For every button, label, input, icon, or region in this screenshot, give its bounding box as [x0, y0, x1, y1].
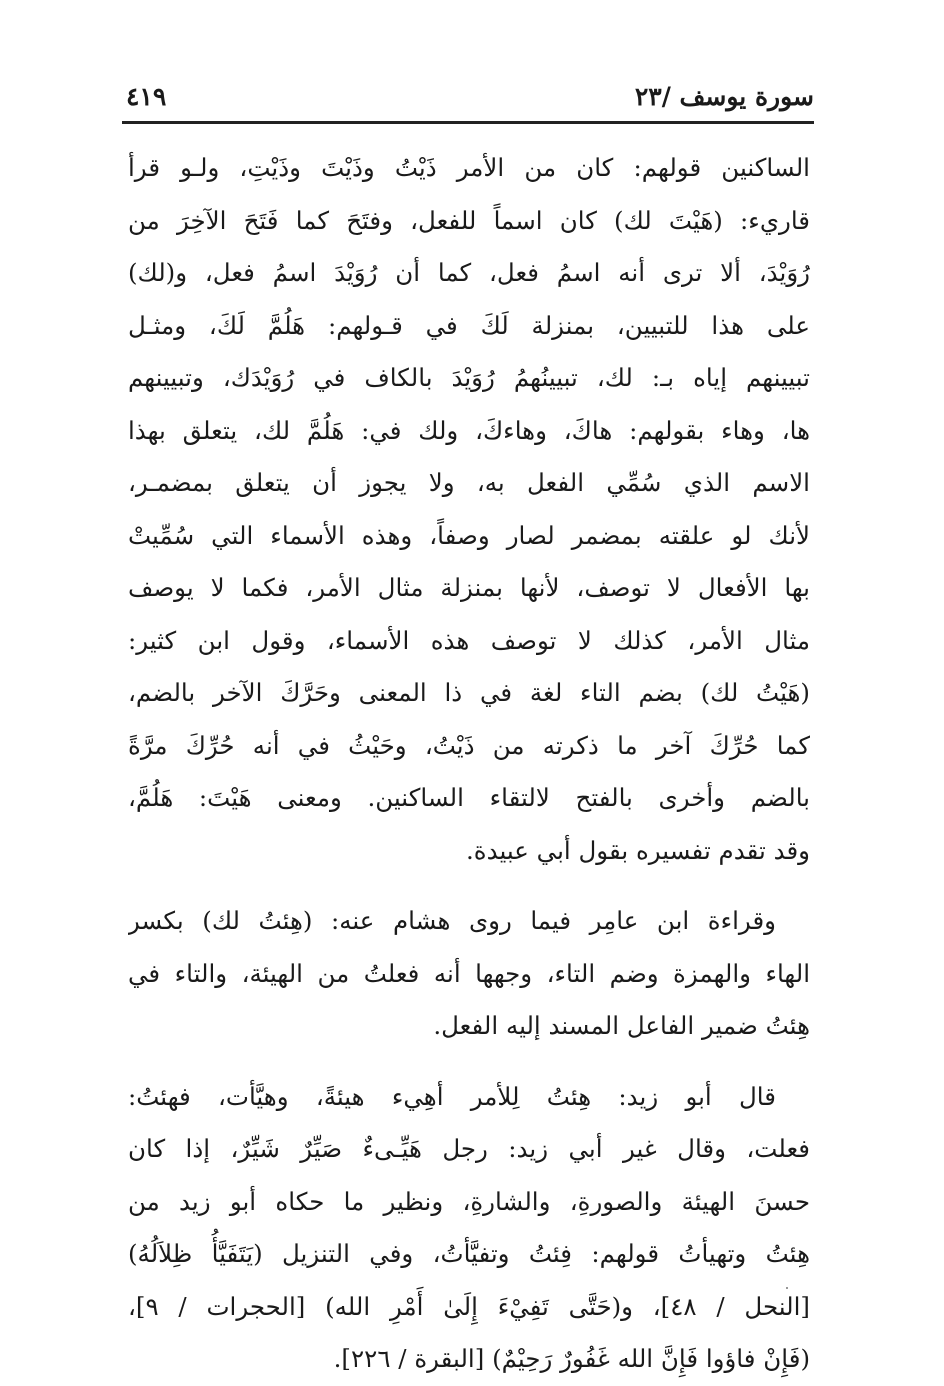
text-line: على هذا للتبيين، بمنزلة لَكَ في قـولهم: هَلُمَّ لَكَ، ومثـل	[128, 310, 810, 340]
text-line: ها، وهاء بقولهم: هاكَ، وهاءكَ، ولك في: هَلُمَّ لك، يتعلق بهذا	[128, 415, 810, 445]
paragraph-1	[128, 142, 810, 877]
running-title: سورة يوسف /٢٣	[634, 82, 814, 111]
text-line: هِئتُ وتهيأتُ قولهم: فِئتُ وتفيَّأتُ، وفي التنزيل (يَتَفَيَّأُ ظِلاَلُهُ)	[128, 1239, 810, 1268]
text-line: كما حُرِّكَ آخر ما ذكرته من ذَيْتُ، وحَيْثُ في أنه حُرِّكَ مرَّةً	[128, 730, 810, 760]
text-line: وقراءة ابن عامِر فيما روى هشام عنه: (هِئتُ لك) بكسر	[128, 906, 776, 935]
body-text	[128, 142, 810, 1386]
page-number: ٤١٩	[126, 82, 167, 111]
text-line: الساكنين قولهم: كان من الأمر ذَيْتُ وذَيْتَ وذَيْتِ، ولـو قرأ	[128, 153, 810, 182]
paragraph-2	[128, 895, 810, 1053]
print-speck	[786, 1287, 788, 1289]
paragraph-3	[128, 1071, 810, 1386]
text-line: الهاء والهمزة وضم التاء، وجهها أنه فعلتُ من الهيئة، والتاء في	[128, 958, 810, 988]
text-line: مثال الأمر، كذلك لا توصف هذه الأسماء، وقول ابن كثير:	[128, 625, 810, 655]
text-line: تبيينهم إياه بـ: لك، تبيينُهمُ رُوَيْدَ بالكاف في رُوَيْدَك، وتبيينهم	[128, 363, 810, 392]
text-line: وقد تقدم تفسيره بقول أبي عبيدة.	[465, 835, 810, 865]
text-line: رُوَيْدَ، ألا ترى أنه اسمُ فعل، كما أن رُوَيْدَ اسمُ فعل، و(لك)	[128, 258, 810, 287]
text-line: بها الأفعال لا توصف، لأنها بمنزلة مثال الأمر، فكما لا يوصف	[128, 573, 810, 602]
text-line: قال أبو زيد: هِئتُ لِلأمر أهِيء هيئةً، وهيَّأت، فهئتُ:	[128, 1081, 776, 1111]
text-line: الاسم الذي سُمِّي الفعل به، ولا يجوز أن يتعلق بمضمـر،	[128, 468, 810, 497]
text-line: [النحل / ٤٨]، و(حَتَّى تَفِيْءَ إِلَىٰ أَمْرِ الله) [الحجرات / ٩]،	[128, 1291, 810, 1321]
text-line: لأنك لو علقته بمضمر لصار وصفاً، وهذه الأسماء التي سُمِّيتْ	[128, 520, 810, 550]
text-line: (هَيْتُ لك) بضم التاء لغة في ذا المعنى وحَرَّكَ الآخر بالضم،	[128, 678, 810, 707]
text-line: فعلت، وقال غير أبي زيد: رجل هَيِّـىءٌ صَيِّرٌ شَيِّرٌ، إذا كان	[128, 1134, 810, 1163]
text-line: حسنَ الهيئة والصورةِ، والشارةِ، ونظير ما حكاه أبو زيد من	[128, 1186, 810, 1216]
page-header	[122, 78, 814, 118]
text-line: قاريء: (هَيْتَ لك) كان اسماً للفعل، وفتَحَ كما فَتَحَ الآخِرَ من	[128, 205, 810, 235]
text-line: هِئتُ ضمير الفاعل المسند إليه الفعل.	[433, 1011, 810, 1040]
text-line: بالضم وأخرى بالفتح لالتقاء الساكنين. ومعنى هَيْتَ: هَلُمَّ،	[128, 783, 810, 812]
paragraph-gap	[128, 877, 810, 895]
header-rule	[122, 121, 814, 124]
paragraph-gap	[128, 1053, 810, 1071]
text-line: (فَإِنْ فاؤوا فَإِنَّ الله غَفُورٌ رَحِيْمٌ) [البقرة / ٢٢٦].	[333, 1344, 810, 1373]
